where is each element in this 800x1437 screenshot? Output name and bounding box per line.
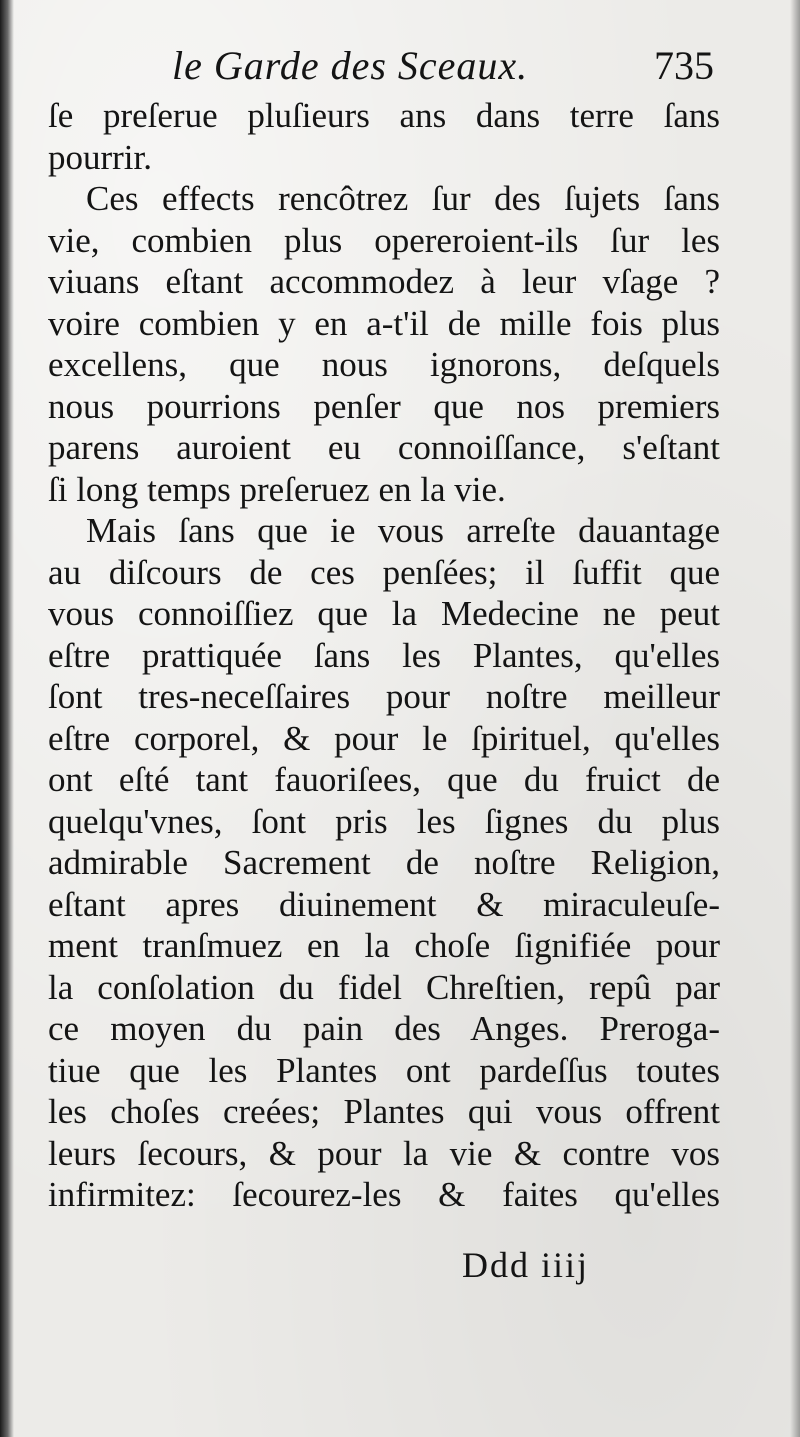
text-line: Ces effects rencôtrez ſur des ſujets ſans [86, 179, 720, 218]
text-line: eſtre prattiquée ſans les Plantes, qu'elles [48, 635, 720, 675]
text-line: quelqu'vnes, ſont pris les ſignes du plus [48, 801, 720, 841]
text-line: nous pourrions penſer que nos premiers [48, 386, 720, 426]
text-line: tiue que les Plantes ont pardeſſus toutes [48, 1050, 720, 1090]
text-line: eſtant apres diuinement & miraculeuſe- [48, 884, 720, 924]
text-line: ont eſté tant fauoriſees, que du fruict de [48, 760, 720, 799]
text-line: ment tranſmuez en la choſe ſignifiée pour [48, 926, 720, 965]
text-line: eſtre corporel, & pour le ſpirituel, qu'elles [48, 718, 720, 758]
text-line: ce moyen du pain des Anges. Preroga- [48, 1009, 720, 1048]
body-text [48, 95, 720, 1216]
text-line: la conſolation du fidel Chreſtien, repû par [48, 967, 720, 1007]
running-head: le Garde des Sceaux. [172, 43, 529, 88]
text-line: admirable Sacrement de noſtre Religion, [48, 843, 720, 882]
text-line: ſe preſerue pluſieurs ans dans terre ſans [48, 96, 720, 135]
text-line: ſont tres-neceſſaires pour noſtre meilleur [48, 677, 720, 716]
page-binding-shadow [0, 0, 14, 1437]
text-line: vous connoiſſiez que la Medecine ne peut [48, 594, 720, 633]
text-line: leurs ſecours, & pour la vie & contre vos [48, 1133, 720, 1173]
text-line: vie, combien plus opereroient-ils ſur les [48, 220, 720, 260]
page-header [0, 38, 800, 98]
text-line: les choſes creées; Plantes qui vous offrent [48, 1092, 720, 1131]
text-line: ſi long temps preſeruez en la vie. [48, 469, 506, 509]
text-line: excellens, que nous ignorons, deſquels [48, 345, 720, 384]
text-line: au diſcours de ces penſées; il ſuffit que [48, 552, 720, 592]
text-line: parens auroient eu connoiſſance, s'eſtant [48, 428, 720, 467]
signature-mark: Ddd iiij [462, 1245, 590, 1285]
text-line: pourrir. [48, 137, 153, 177]
text-line: voire combien y en a-t'il de mille fois plus [48, 303, 720, 343]
page-edge [790, 0, 800, 1437]
text-line: infirmitez: ſecourez-les & faites qu'elles [48, 1175, 720, 1214]
text-line: viuans eſtant accommodez à leur vſage ? [48, 262, 720, 301]
text-line: Mais ſans que ie vous arreſte dauantage [86, 511, 720, 550]
page-number: 735 [654, 43, 714, 88]
